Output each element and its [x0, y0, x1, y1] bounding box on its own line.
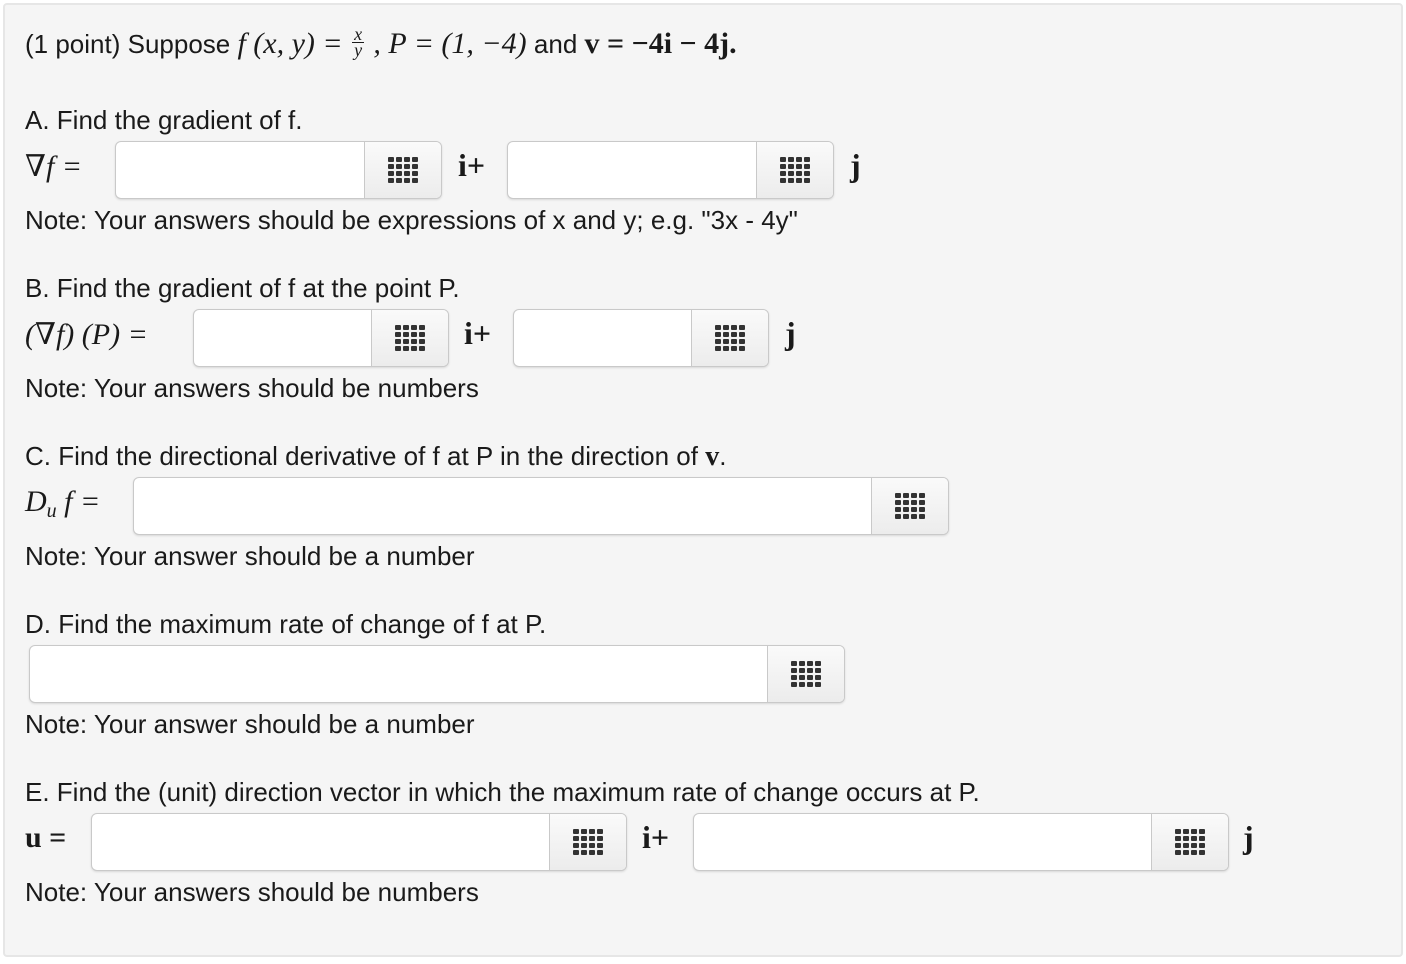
part-a-answer-i: [115, 141, 442, 199]
part-c-lhs: $D_u$ f =: [25, 485, 101, 522]
part-b-input-i[interactable]: [194, 310, 371, 366]
part-c-tool-button[interactable]: [871, 478, 948, 534]
grid-icon: [895, 493, 925, 519]
part-a-j-label: j: [850, 147, 861, 183]
part-a-lhs: ∇f =: [25, 150, 83, 183]
part-a-i-label: i+: [458, 147, 486, 183]
grid-icon: [573, 829, 603, 855]
part-b-answer-j: [513, 309, 769, 367]
part-c-input[interactable]: [134, 478, 871, 534]
part-a-answer-j: [507, 141, 834, 199]
part-e-j-label: j: [1243, 819, 1254, 855]
part-a-note: Note: Your answers should be expressions of x and y; e.g. "3x - 4y": [25, 205, 798, 235]
part-b-tool-button-i[interactable]: [371, 310, 448, 366]
grid-icon: [780, 157, 810, 183]
part-e-answer-i: [91, 813, 627, 871]
part-b-note: Note: Your answers should be numbers: [25, 373, 479, 403]
part-e-input-i[interactable]: [92, 814, 549, 870]
part-e-title: E. Find the (unit) direction vector in which the maximum rate of change occurs at P.: [25, 777, 980, 807]
problem-panel: [3, 3, 1403, 957]
part-e-tool-button-j[interactable]: [1151, 814, 1228, 870]
part-d-answer: [29, 645, 845, 703]
function-definition: f (x, y) =: [237, 27, 351, 60]
part-b-answer-i: [193, 309, 449, 367]
part-b-input-j[interactable]: [514, 310, 691, 366]
part-d-title: D. Find the maximum rate of change of f at P.: [25, 609, 547, 639]
part-c-answer: [133, 477, 949, 535]
grid-icon: [395, 325, 425, 351]
part-c-note: Note: Your answer should be a number: [25, 541, 475, 571]
problem-statement: [25, 23, 737, 62]
part-a-tool-button-i[interactable]: [364, 142, 441, 198]
vector-definition: v = −4i − 4j.: [584, 27, 737, 60]
problem-prefix: (1 point) Suppose: [25, 29, 238, 59]
part-c-title: C. Find the directional derivative of f at P in the direction of v.: [25, 441, 727, 472]
part-b-title: B. Find the gradient of f at the point P.: [25, 273, 460, 303]
grid-icon: [388, 157, 418, 183]
grid-icon: [1175, 829, 1205, 855]
part-b-lhs: (∇f) (P) =: [25, 318, 148, 351]
part-e-i-label: i+: [642, 819, 670, 855]
part-a-input-j[interactable]: [508, 142, 756, 198]
part-b-j-label: j: [785, 315, 796, 351]
part-a-tool-button-j[interactable]: [756, 142, 833, 198]
part-a-title: A. Find the gradient of f.: [25, 105, 303, 135]
part-e-lhs: u =: [25, 821, 67, 854]
part-a-input-i[interactable]: [116, 142, 364, 198]
part-d-tool-button[interactable]: [767, 646, 844, 702]
function-fraction: $\frac{x}{y}$: [354, 23, 363, 60]
part-b-tool-button-j[interactable]: [691, 310, 768, 366]
point-definition: , P = (1, −4): [373, 27, 527, 60]
grid-icon: [791, 661, 821, 687]
part-d-input[interactable]: [30, 646, 767, 702]
and-word: and: [533, 29, 585, 59]
part-e-note: Note: Your answers should be numbers: [25, 877, 479, 907]
part-e-answer-j: [693, 813, 1229, 871]
part-d-note: Note: Your answer should be a number: [25, 709, 475, 739]
part-b-i-label: i+: [464, 315, 492, 351]
part-e-input-j[interactable]: [694, 814, 1151, 870]
grid-icon: [715, 325, 745, 351]
part-e-tool-button-i[interactable]: [549, 814, 626, 870]
